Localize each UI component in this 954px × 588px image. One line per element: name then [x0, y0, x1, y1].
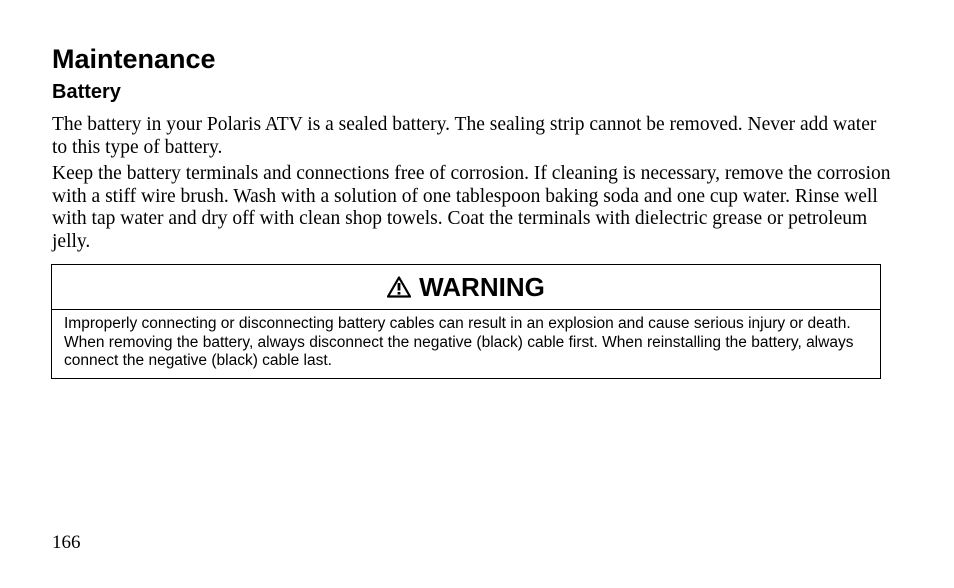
warning-text: Improperly connecting or disconnecting battery cables can result in an explosion and cause serious injury or death. When removing the battery, always disconnect the negative (black) cable first. When reinstalling the battery, always connect the negative (black) cable last.: [64, 315, 854, 369]
warning-header: [52, 265, 880, 310]
battery-paragraph-1: The battery in your Polaris ATV is a sealed battery. The sealing strip cannot be removed. Never add water to this type of battery.: [52, 114, 877, 158]
battery-paragraph-2: Keep the battery terminals and connections free of corrosion. If cleaning is necessary, remove the corrosion with a stiff wire brush. Wash with a solution of one tablespoon baking soda and one cup water. Rinse well with tap water and dry off with clean shop towels. Coat the terminals with dielectric grease or petroleum jelly.: [52, 163, 891, 252]
warning-box: [51, 264, 881, 379]
page-number: 166: [52, 532, 81, 553]
warning-triangle-icon: [387, 276, 411, 298]
page-title: Maintenance: [52, 44, 216, 74]
section-heading: Battery: [52, 81, 121, 103]
warning-title: WARNING: [419, 272, 545, 302]
